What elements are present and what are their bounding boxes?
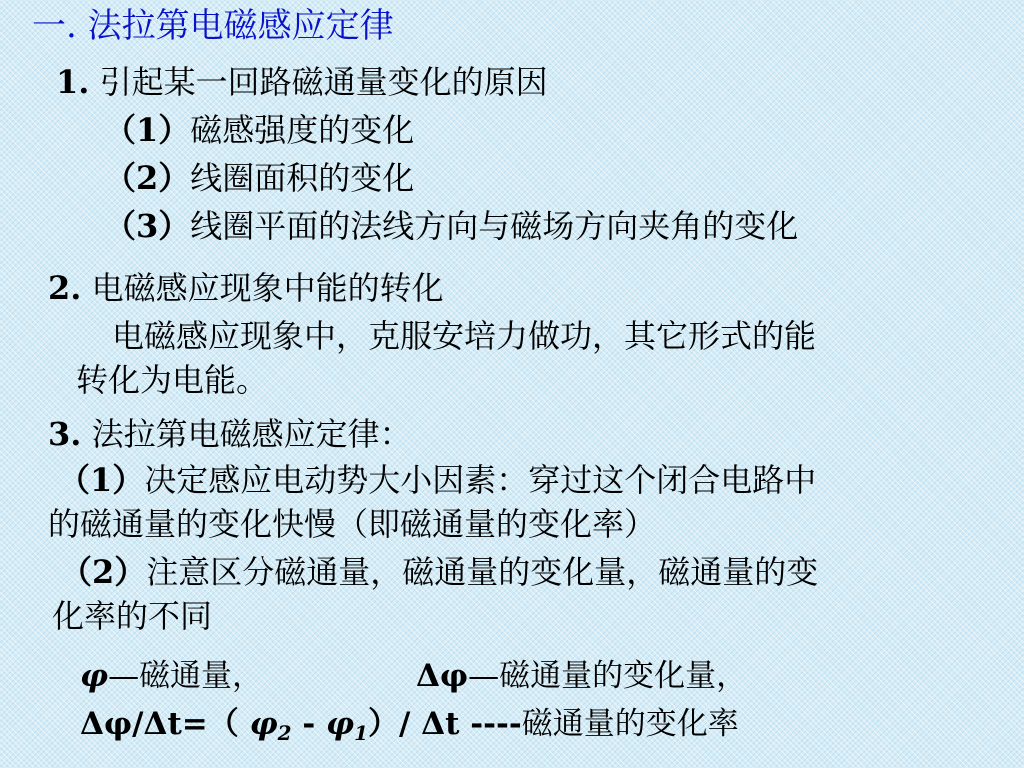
delta-phi-symbol: Δφ [416, 658, 469, 694]
section-1-item-3-text: 线圈平面的法线方向与磁场方向夹角的变化 [190, 207, 799, 245]
section-1-item-3-number: （3） [104, 207, 191, 245]
section-3-heading-text: 法拉第电磁感应定律： [81, 415, 412, 453]
minus-sign: - [291, 706, 326, 742]
section-2-number: 2. [48, 269, 82, 307]
section-3-item-2-text: 注意区分磁通量，磁通量的变化量，磁通量的变 [146, 553, 819, 591]
phi-symbol: φ [80, 658, 109, 694]
section-3-item-1-text: 决定感应电动势大小因素：穿过这个闭合电路中 [144, 461, 817, 499]
rate-lhs: Δφ/Δt=（ [80, 706, 250, 742]
slide-title: 一. 法拉第电磁感应定律 [32, 6, 394, 46]
section-2-paragraph-line-2: 转化为电能。 [76, 361, 269, 399]
formula-flux-definition [80, 656, 263, 696]
phi-description: —磁通量， [108, 658, 264, 694]
section-2-heading-text: 电磁感应现象中能的转化 [81, 269, 444, 307]
phi1-subscript: 1 [354, 721, 368, 745]
section-1-item-2 [104, 158, 414, 198]
section-1-item-3 [104, 206, 798, 246]
section-1-heading-text: 引起某一回路磁通量变化的原因 [89, 63, 548, 101]
section-3-item-2-number: （2） [60, 553, 147, 591]
section-1-item-1 [104, 110, 414, 150]
section-3-item-1-line-1 [58, 460, 816, 500]
section-3-heading [48, 414, 412, 454]
delta-phi-description: —磁通量的变化量， [468, 658, 748, 694]
section-2-paragraph-line-1: 电磁感应现象中，克服安培力做功，其它形式的能 [112, 317, 817, 355]
section-1-item-2-number: （2） [104, 159, 191, 197]
section-3-item-1-line-2: 的磁通量的变化快慢（即磁通量的变化率） [48, 505, 657, 543]
section-3-item-2-line-2: 化率的不同 [52, 597, 213, 635]
section-1-heading [56, 62, 548, 102]
formula-flux-rate [80, 704, 739, 753]
section-3-item-1-number: （1） [58, 461, 145, 499]
rate-rhs: ）/ Δt ---- [367, 706, 522, 742]
section-1-item-1-text: 磁感强度的变化 [190, 111, 415, 149]
phi2-subscript: 2 [277, 721, 292, 745]
section-1-item-1-number: （1） [104, 111, 191, 149]
phi2-symbol: φ [249, 706, 278, 742]
section-2-heading [48, 268, 444, 308]
phi1-symbol: φ [326, 706, 355, 742]
section-1-item-2-text: 线圈面积的变化 [190, 159, 415, 197]
rate-description: 磁通量的变化率 [521, 706, 739, 742]
section-3-number: 3. [48, 415, 82, 453]
section-3-item-2-line-1 [60, 552, 818, 592]
section-1-number: 1. [56, 63, 90, 101]
formula-flux-change-definition [416, 656, 747, 696]
